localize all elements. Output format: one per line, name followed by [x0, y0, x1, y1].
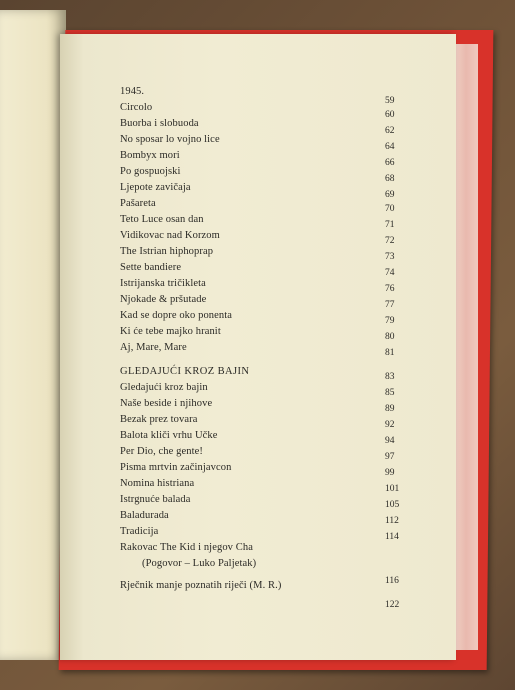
toc-page-number: 60 — [385, 110, 395, 120]
toc-page-number: 59 — [385, 96, 395, 106]
toc-entry: Tradicija — [120, 526, 159, 537]
toc-page-number: 72 — [385, 236, 395, 246]
toc-entry: Rakovac The Kid i njegov Cha — [120, 542, 253, 553]
toc-entry: Bezak prez tovara — [120, 414, 198, 425]
toc-entry: Ki će tebe majko hranit — [120, 326, 221, 337]
toc-page-number: 81 — [385, 348, 395, 358]
toc-section-heading: GLEDAJUĆI KROZ BAJIN — [120, 366, 250, 377]
toc-entry: Sette bandiere — [120, 262, 182, 273]
toc-page-number: 94 — [385, 436, 395, 446]
book-page — [60, 34, 456, 660]
toc-entry: Bombyx mori — [120, 150, 180, 161]
toc-entry: Naše beside i njihove — [120, 398, 213, 409]
toc-entry: Aj, Mare, Mare — [120, 342, 187, 353]
toc-entry: Buorba i slobuoda — [120, 118, 199, 129]
toc-entry: No sposar lo vojno lice — [120, 134, 220, 145]
toc-page-number: 85 — [385, 388, 395, 398]
toc-page-number: 71 — [385, 220, 395, 230]
toc-entry: Po gospuojski — [120, 166, 181, 177]
toc-entry: Vidikovac nad Korzom — [120, 230, 220, 241]
toc-page-number: 116 — [385, 576, 399, 586]
toc-page-number: 101 — [385, 484, 400, 494]
toc-entry: Istrgnuće balada — [120, 494, 191, 505]
toc-page-number: 79 — [385, 316, 395, 326]
toc-page-number: 76 — [385, 284, 395, 294]
toc-page-number: 77 — [385, 300, 395, 310]
toc-page-number: 64 — [385, 142, 395, 152]
toc-entry: Per Dio, che gente! — [120, 446, 203, 457]
toc-page-number: 69 — [385, 190, 395, 200]
toc-page-number: 80 — [385, 332, 395, 342]
toc-page-number: 112 — [385, 516, 399, 526]
toc-page-number: 99 — [385, 468, 395, 478]
toc-entry: Rječnik manje poznatih riječi (M. R.) — [120, 580, 282, 591]
toc-page-number: 68 — [385, 174, 395, 184]
toc-page-number: 122 — [385, 600, 400, 610]
left-page — [0, 10, 66, 660]
toc-entry: The Istrian hiphoprap — [120, 246, 214, 257]
toc-entry: Pisma mrtvin začinjavcon — [120, 462, 232, 473]
toc-entry: Kad se dopre oko ponenta — [120, 310, 233, 321]
toc-entry: Circolo — [120, 102, 153, 113]
toc-entry: Ljepote zavičaja — [120, 182, 191, 193]
toc-entry: Pašareta — [120, 198, 156, 209]
table-of-contents — [60, 34, 456, 660]
toc-entry: Teto Luce osan dan — [120, 214, 204, 225]
toc-page-number: 73 — [385, 252, 395, 262]
toc-entry: Baladurada — [120, 510, 169, 521]
toc-entry: Njokade & pršutade — [120, 294, 207, 305]
toc-page-number: 105 — [385, 500, 400, 510]
toc-page-number: 114 — [385, 532, 399, 542]
toc-page-number: 66 — [385, 158, 395, 168]
toc-entry: (Pogovor – Luko Paljetak) — [142, 558, 257, 569]
toc-entry: Nomina histriana — [120, 478, 195, 489]
toc-entry: 1945. — [120, 86, 145, 97]
toc-page-number: 92 — [385, 420, 395, 430]
toc-page-number: 62 — [385, 126, 395, 136]
toc-page-number: 97 — [385, 452, 395, 462]
toc-page-number: 89 — [385, 404, 395, 414]
toc-page-number: 70 — [385, 204, 395, 214]
toc-entry: Balota kliči vrhu Učke — [120, 430, 218, 441]
toc-page-number: 74 — [385, 268, 395, 278]
toc-entry: Istrijanska tričikleta — [120, 278, 206, 289]
toc-entry: Gledajući kroz bajin — [120, 382, 208, 393]
toc-page-number: 83 — [385, 372, 395, 382]
